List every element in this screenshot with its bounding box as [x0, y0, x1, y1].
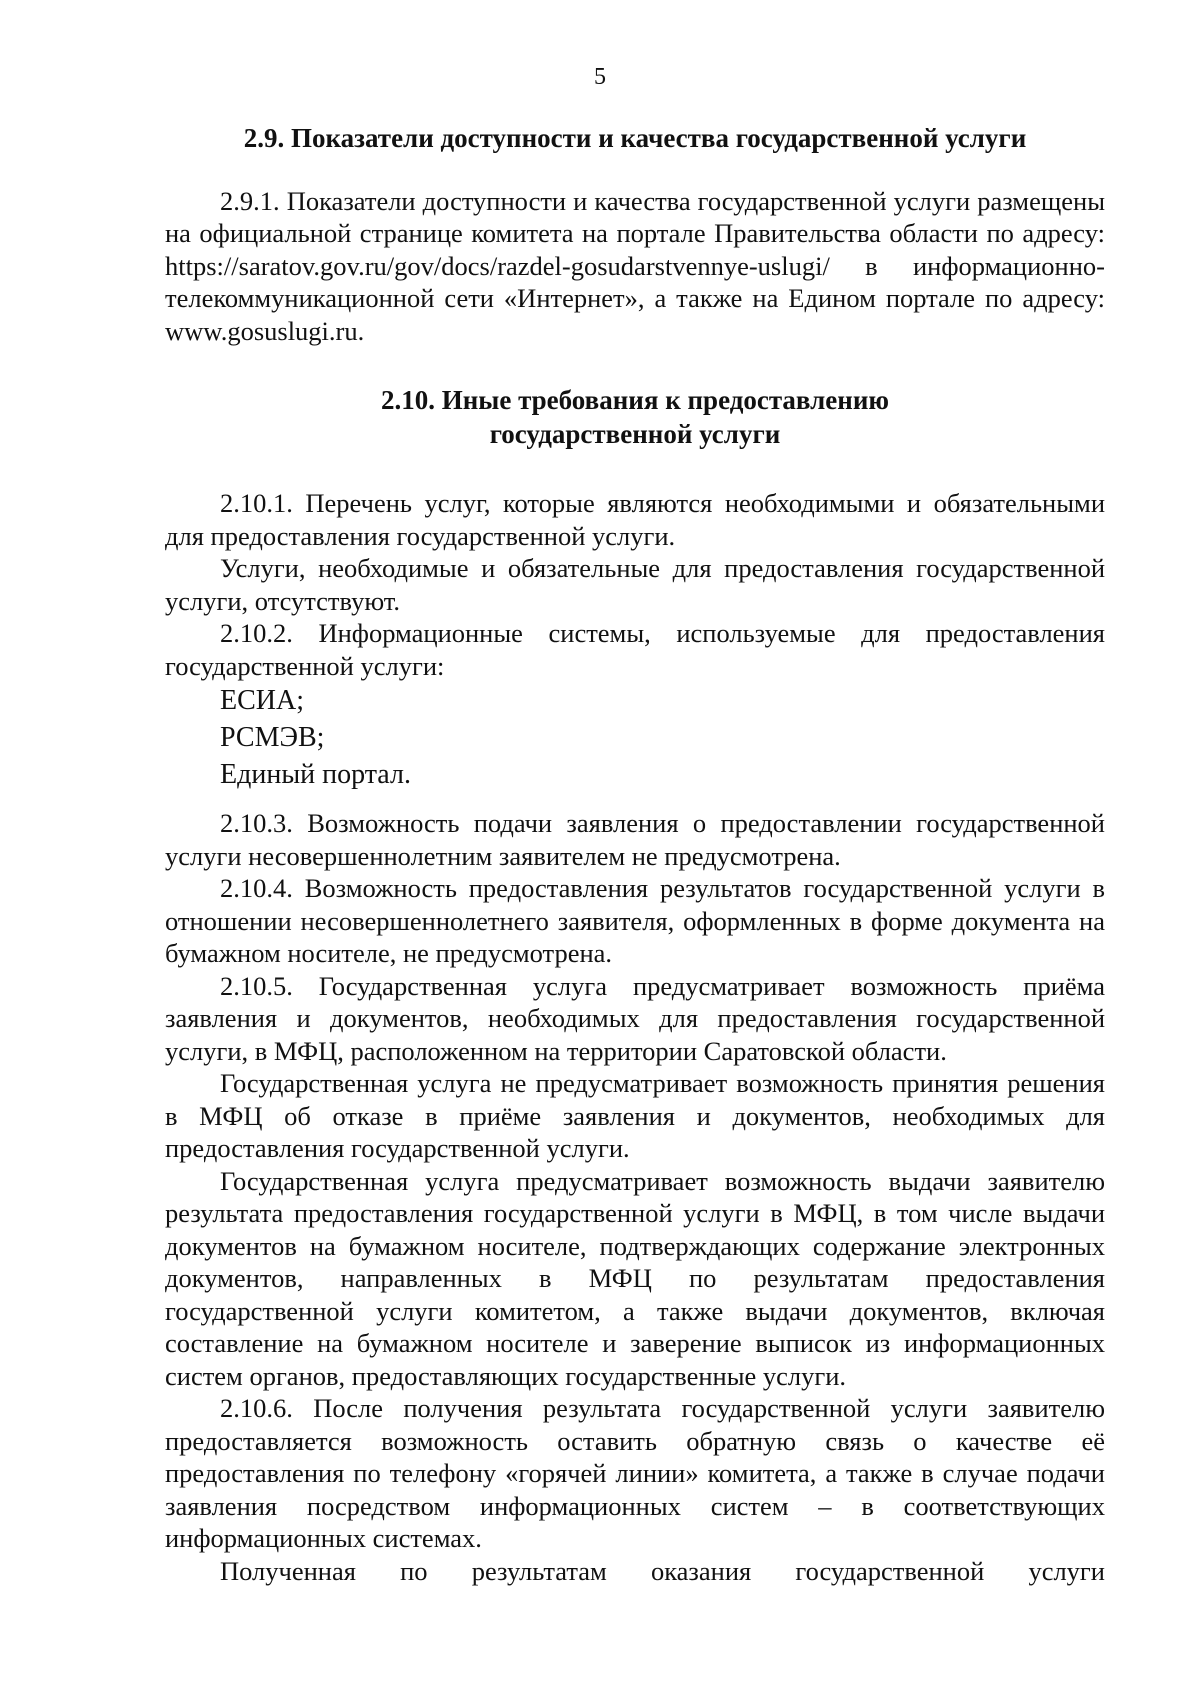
section-2-10-title-line-2: государственной услуги [489, 419, 781, 449]
paragraph-2-10-2: 2.10.2. Информационные системы, используемые для предоставления государственной услуги: [165, 618, 1105, 681]
paragraph-2-10-5: 2.10.5. Государственная услуга предусматривает возможность приёма заявления и документов, необходимых для предоставления государственной услуги, в МФЦ, расположенном на территории Саратовской области. [165, 970, 1105, 1066]
paragraph-2-10-5-issuance: Государственная услуга предусматривает возможность выдачи заявителю результата предоставления государственной услуги в МФЦ, в том числе выдачи документов на бумажном носителе, подтверждающих содержание электронных документов, направленных в МФЦ по результатам предоставления государственной услуги комитетом, а также выдачи документов, включая составление на бумажном носителе и заверение выписок из информационных систем органов, предоставляющих государственные услуги. [165, 1165, 1105, 1391]
paragraph-2-10-4: 2.10.4. Возможность предоставления результатов государственной услуги в отношении несовершеннолетнего заявителя, оформленных в форме документа на бумажном носителе, не предусмотрена. [165, 873, 1105, 968]
paragraph-2-10-1: 2.10.1. Перечень услуг, которые являются необходимыми и обязательными для предоставления государственной услуги. [165, 488, 1105, 551]
system-item-unified-portal: Единый портал. [220, 759, 411, 790]
system-item-esia: ЕСИА; [220, 685, 304, 716]
document-body [165, 122, 1105, 1587]
paragraph-2-10-6: 2.10.6. После получения результата государственной услуги заявителю предоставляется возможность оставить обратную связь о качестве её предоставления по телефону «горячей линии» комитета, а также в случае подачи заявления посредством информационных систем – в соответствующих информационных системах. [165, 1393, 1105, 1553]
page-number: 5 [594, 64, 606, 90]
paragraph-2-10-1-services: Услуги, необходимые и обязательные для предоставления государственной услуги, отсутствуют. [165, 553, 1105, 616]
section-2-9-title: 2.9. Показатели доступности и качества государственной услуги [243, 123, 1027, 153]
paragraph-2-10-5-refusal: Государственная услуга не предусматривает возможность принятия решения в МФЦ об отказе в приёме заявления и документов, необходимых для предоставления государственной услуги. [165, 1068, 1105, 1163]
paragraph-2-10-6-continued: Полученная по результатам оказания государственной услуги [220, 1555, 1105, 1586]
paragraph-2-9-1: 2.9.1. Показатели доступности и качества государственной услуги размещены на официальной странице комитета на портале Правительства области по адресу: https://saratov.gov.ru/gov/docs/razdel-gosudarstvennye-uslugi/ в информационно-телекоммуникационной сети «Интернет», а также на Едином портале по адресу: www.gosuslugi.ru. [165, 185, 1105, 346]
paragraph-2-10-3: 2.10.3. Возможность подачи заявления о предоставлении государственной услуги несовершеннолетним заявителем не предусмотрена. [165, 808, 1105, 871]
section-2-10-title-line-1: 2.10. Иные требования к предоставлению [380, 385, 890, 415]
system-item-rsmev: РСМЭВ; [220, 722, 325, 753]
section-2-10-title [165, 383, 1105, 451]
